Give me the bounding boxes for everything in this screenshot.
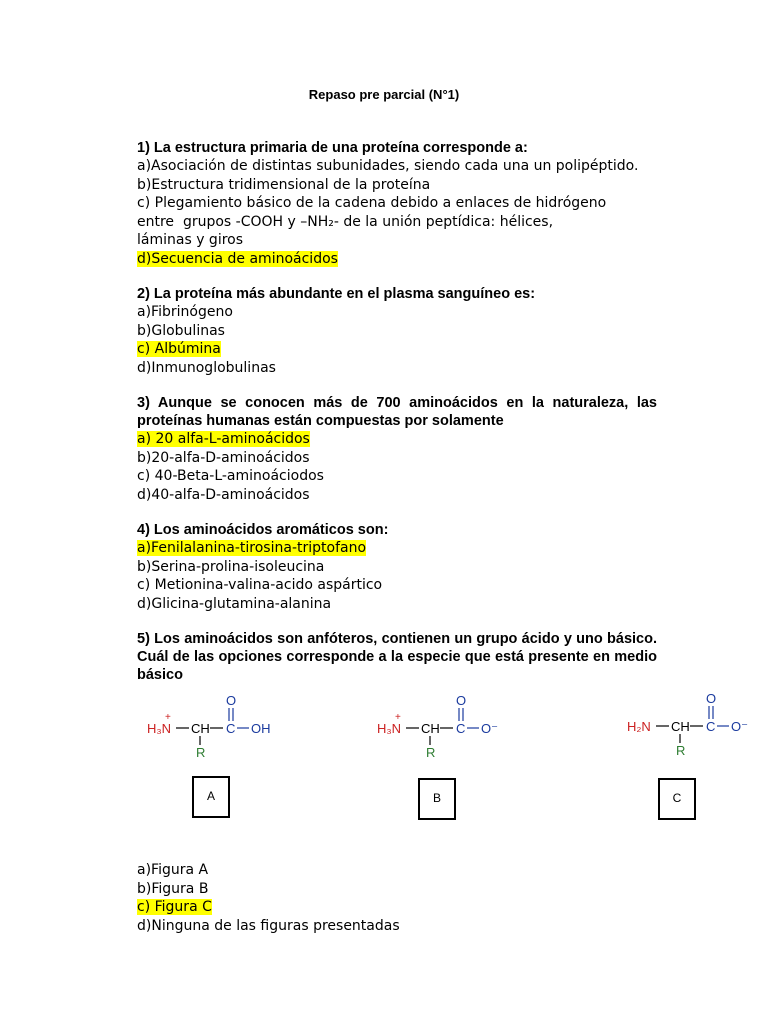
option-5a: a)Figura A: [137, 862, 209, 878]
side-chain: R: [676, 743, 686, 758]
amino-acid-figures: [137, 686, 748, 861]
question-stem: 4) Los aminoácidos aromáticos son:: [137, 522, 389, 538]
figure-label-box: A: [192, 776, 230, 818]
option-1c-cont: entre grupos -COOH y –NH₂- de la unión peptídica: hélices,: [137, 213, 554, 230]
acid-end: OH: [251, 721, 271, 736]
amine-charge: +: [395, 712, 401, 723]
question-stem: 5) Los aminoácidos son anfóteros, contienen un grupo ácido y uno básico. Cuál de las opciones corresponde a la especie que está presente en medio básico: [137, 631, 657, 683]
option-4c: c) Metionina-valina-acido aspártico: [137, 577, 383, 593]
option-1c-cont: láminas y giros: [137, 232, 244, 248]
figure-label-box: B: [418, 778, 456, 820]
option-3b: b)20-alfa-D-aminoácidos: [137, 449, 310, 466]
amine-group: H₃N: [147, 721, 172, 736]
side-chain: R: [196, 745, 206, 760]
question-4: [137, 521, 657, 613]
carbonyl-oxygen: O: [706, 691, 717, 706]
figure-b: [377, 686, 507, 805]
quiz-content: [137, 139, 748, 935]
question-5: [137, 630, 748, 935]
carbonyl-oxygen: O: [226, 693, 237, 708]
option-1d: d)Secuencia de aminoácidos: [137, 250, 338, 267]
alpha-carbon: CH: [671, 719, 690, 734]
amine-group: H₂N: [627, 719, 651, 734]
side-chain: R: [426, 745, 436, 760]
carboxyl-carbon: C: [456, 721, 466, 736]
option-3a: a) 20 alfa-L-aminoácidos: [137, 431, 310, 447]
figure-label-box: C: [658, 778, 696, 820]
question-1: [137, 139, 657, 268]
option-3d: d)40-alfa-D-aminoácidos: [137, 486, 310, 503]
option-4b: b)Serina-prolina-isoleucina: [137, 558, 325, 575]
question-2: [137, 285, 657, 377]
option-2c: c) Albúmina: [137, 341, 221, 357]
structure-a: [147, 686, 277, 766]
alpha-carbon: CH: [421, 721, 440, 736]
question-stem: 1) La estructura primaria de una proteína corresponde a:: [137, 140, 528, 156]
amine-group: H₃N: [377, 721, 402, 736]
acid-end: O⁻: [731, 719, 748, 734]
option-1b: b)Estructura tridimensional de la proteína: [137, 176, 431, 193]
option-2d: d)Inmunoglobulinas: [137, 359, 276, 376]
figure-a: [147, 686, 277, 803]
question-3: [137, 394, 657, 504]
option-2a: a)Fibrinógeno: [137, 304, 233, 320]
acid-end: O⁻: [481, 721, 498, 736]
option-4a: a)Fenilalanina-tirosina-triptofano: [137, 540, 367, 556]
option-4d: d)Glicina-glutamina-alanina: [137, 595, 332, 612]
carbonyl-oxygen: O: [456, 693, 467, 708]
figure-c: [627, 686, 757, 805]
carboxyl-carbon: C: [706, 719, 716, 734]
carboxyl-carbon: C: [226, 721, 236, 736]
structure-b: [377, 686, 507, 766]
amine-charge: +: [165, 712, 171, 723]
option-5d: d)Ninguna de las figuras presentadas: [137, 917, 400, 934]
option-3c: c) 40-Beta-L-aminoáciodos: [137, 468, 324, 484]
question-stem: 2) La proteína más abundante en el plasma sanguíneo es:: [137, 286, 536, 302]
structure-c: [627, 686, 757, 766]
page-title: Repaso pre parcial (N°1): [308, 87, 460, 102]
option-1a: a)Asociación de distintas subunidades, siendo cada una un polipéptido.: [137, 158, 639, 174]
option-2b: b)Globulinas: [137, 322, 225, 339]
option-5b: b)Figura B: [137, 880, 209, 897]
question-stem: 3) Aunque se conocen más de 700 aminoácidos en la naturaleza, las proteínas humanas están compuestas por solamente: [137, 395, 657, 429]
option-5c: c) Figura C: [137, 899, 212, 915]
option-1c: c) Plegamiento básico de la cadena debido a enlaces de hidrógeno: [137, 195, 607, 211]
alpha-carbon: CH: [191, 721, 210, 736]
